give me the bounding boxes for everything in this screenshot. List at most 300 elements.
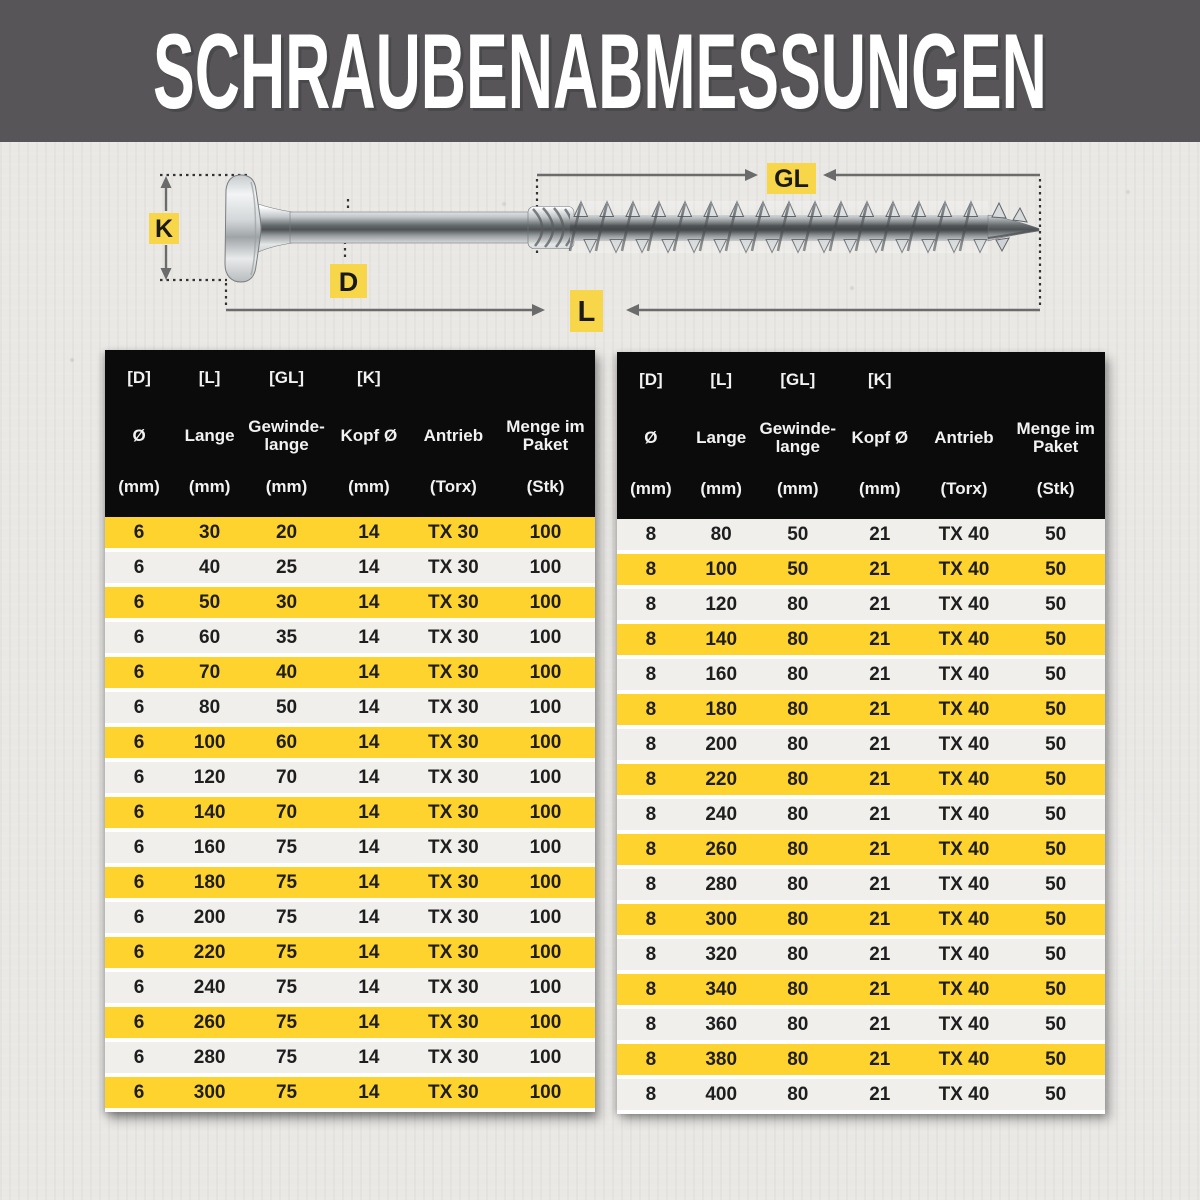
table-cell: TX 40 (938, 733, 990, 755)
page-title: SCHRAUBENABMESSUNGEN (153, 10, 1047, 131)
gl-arrow-right (745, 169, 758, 181)
table-row (105, 797, 595, 828)
table-cell: 14 (358, 801, 380, 823)
table-cell: 100 (529, 766, 562, 788)
table-cell: TX 30 (428, 1081, 479, 1103)
table-cell: 50 (1045, 698, 1067, 720)
table-cell: 100 (529, 801, 562, 823)
table-cell: (Torx) (940, 478, 988, 498)
table-row (617, 974, 1105, 1005)
table-row (105, 552, 595, 583)
table-cell: 60 (199, 626, 221, 648)
table-cell: 280 (705, 873, 738, 895)
table-cell: (mm) (630, 478, 672, 498)
table-cell: 160 (705, 663, 738, 685)
table-cell: 320 (705, 943, 738, 965)
table-cell: 260 (705, 838, 738, 860)
table-row (617, 624, 1105, 655)
table-cell: Kopf Ø (851, 427, 909, 447)
table-cell: 75 (275, 836, 298, 858)
table-cell: [K] (867, 369, 892, 389)
table-row (105, 692, 595, 723)
table-cell: TX 30 (428, 871, 479, 893)
table-cell: 220 (705, 768, 738, 790)
table-cell: 21 (869, 698, 891, 720)
table-cell: TX 40 (938, 1013, 990, 1035)
table-cell: TX 40 (938, 698, 990, 720)
table-cell: 8 (645, 628, 657, 650)
table-cell: 6 (133, 836, 145, 858)
table-cell: 300 (705, 908, 738, 930)
table-cell: TX 40 (938, 978, 990, 1000)
table-cell: TX 40 (938, 593, 990, 615)
table-cell: 14 (358, 626, 380, 648)
table-cell: [GL] (780, 369, 816, 389)
table-cell: 30 (275, 591, 298, 613)
table-cell: 380 (705, 1048, 738, 1070)
table-header-8mm (617, 352, 1105, 519)
table-header-6mm (105, 350, 595, 517)
table-row (105, 762, 595, 793)
table-cell: TX 30 (428, 556, 479, 578)
spec-table-8mm (617, 352, 1105, 1112)
table-cell: 100 (529, 731, 562, 753)
l-label: L (577, 296, 596, 328)
table-cell: 100 (529, 521, 562, 543)
table-cell: 6 (133, 976, 145, 998)
table-cell: 100 (529, 941, 562, 963)
table-cell: 75 (275, 1011, 298, 1033)
table-cell: 14 (358, 766, 380, 788)
table-cell: 100 (529, 696, 562, 718)
tip-tooth (992, 203, 1006, 218)
table-cell: TX 30 (428, 766, 479, 788)
table-cell: 120 (193, 766, 226, 788)
table-cell: 220 (193, 941, 226, 963)
table-cell: (Torx) (429, 476, 477, 496)
table-cell: 14 (358, 1046, 380, 1068)
table-cell: Menge im Paket (506, 416, 585, 454)
table-cell: 14 (358, 1011, 380, 1033)
table-cell: 400 (705, 1083, 738, 1105)
table-cell: 8 (645, 838, 657, 860)
table-cell (411, 362, 496, 394)
table-cell: TX 30 (428, 801, 479, 823)
table-cell: 6 (133, 556, 145, 578)
k-arrow-up (161, 176, 172, 188)
table-cell: 50 (1045, 908, 1067, 930)
table-row (617, 589, 1105, 620)
table-cell: 100 (529, 626, 562, 648)
table-cell: 75 (275, 1081, 298, 1103)
table-cell: 80 (787, 908, 809, 930)
table-row (105, 517, 595, 548)
table-cell: 60 (275, 731, 298, 753)
table-cell: 8 (645, 1083, 657, 1105)
table-cell: 100 (529, 906, 562, 928)
table-cell: 75 (275, 976, 298, 998)
table-cell: 75 (275, 1046, 298, 1068)
table-cell: (mm) (348, 476, 390, 496)
table-row (617, 904, 1105, 935)
k-label: K (154, 215, 174, 243)
table-cell: 6 (133, 591, 145, 613)
table-cell: 50 (1045, 663, 1067, 685)
table-cell: 100 (529, 836, 562, 858)
table-cell: 200 (193, 906, 226, 928)
table-cell: 14 (358, 836, 380, 858)
table-cell: 6 (133, 521, 145, 543)
header-dims-row (105, 362, 595, 394)
table-cell: 8 (645, 698, 657, 720)
table-cell: 80 (787, 733, 809, 755)
table-body-6mm (105, 517, 595, 1112)
table-cell: TX 40 (938, 628, 990, 650)
table-cell: 360 (705, 1013, 738, 1035)
table-row (617, 1079, 1105, 1110)
table-row (617, 659, 1105, 690)
spec-table-6mm (105, 350, 595, 1112)
table-cell: 50 (1045, 943, 1067, 965)
table-cell: 6 (133, 731, 145, 753)
table-cell: 50 (1045, 1083, 1067, 1105)
table-cell: TX 40 (938, 523, 990, 545)
table-row (105, 622, 595, 653)
table-cell: Gewinde-lange (248, 416, 325, 454)
table-cell: 21 (869, 1048, 891, 1070)
table-cell: [L] (710, 369, 733, 389)
screw-dimension-diagram (0, 142, 1200, 352)
table-cell: 25 (275, 556, 298, 578)
table-cell: 8 (645, 733, 657, 755)
header-units-row (617, 473, 1105, 505)
table-cell: Menge im Paket (1016, 418, 1095, 456)
table-cell: 100 (529, 976, 562, 998)
table-cell: TX 40 (938, 873, 990, 895)
table-cell: 100 (529, 661, 562, 683)
table-row (105, 727, 595, 758)
table-cell: 40 (199, 556, 221, 578)
table-cell: 80 (787, 593, 809, 615)
table-cell: Ø (644, 427, 658, 447)
table-cell: 50 (1045, 523, 1067, 545)
table-cell: 100 (529, 556, 562, 578)
table-cell: 30 (199, 521, 221, 543)
table-row (105, 1007, 595, 1038)
table-cell: TX 40 (938, 1048, 990, 1070)
table-row (105, 832, 595, 863)
table-cell: 260 (193, 1011, 226, 1033)
table-cell: 80 (710, 523, 732, 545)
tip-tooth (1013, 208, 1027, 222)
table-cell: 6 (133, 626, 145, 648)
table-cell: 100 (193, 731, 226, 753)
table-cell: TX 30 (428, 626, 479, 648)
table-body-8mm (617, 519, 1105, 1114)
table-cell: 8 (645, 558, 657, 580)
table-cell: 21 (869, 838, 891, 860)
table-cell: TX 30 (428, 906, 479, 928)
table-cell: Gewinde-lange (759, 418, 837, 456)
table-cell: 240 (705, 803, 738, 825)
table-cell: 8 (645, 1048, 657, 1070)
table-row (617, 869, 1105, 900)
screw-diagram-svg (0, 142, 1200, 352)
table-cell: 100 (529, 1081, 562, 1103)
table-cell: 50 (1045, 628, 1067, 650)
table-cell: [GL] (269, 367, 304, 387)
table-cell: (mm) (777, 478, 819, 498)
table-cell: 21 (869, 1013, 891, 1035)
table-cell: 8 (645, 943, 657, 965)
table-cell: 14 (358, 976, 380, 998)
table-cell: 80 (787, 978, 809, 1000)
table-row (105, 937, 595, 968)
table-cell: 14 (358, 941, 380, 963)
table-cell: (Stk) (1036, 478, 1075, 498)
table-row (617, 519, 1105, 550)
table-cell: 80 (787, 663, 809, 685)
table-cell: 50 (1045, 1013, 1067, 1035)
table-cell: 50 (1045, 978, 1067, 1000)
table-cell: 100 (529, 591, 562, 613)
table-row (617, 939, 1105, 970)
table-cell: 6 (133, 1011, 145, 1033)
table-row (617, 729, 1105, 760)
table-cell: 6 (133, 801, 145, 823)
table-cell: 6 (133, 906, 145, 928)
table-cell: 80 (787, 803, 809, 825)
table-cell: 100 (705, 558, 738, 580)
table-cell: TX 40 (938, 803, 990, 825)
table-cell: 21 (869, 943, 891, 965)
table-cell: 21 (869, 733, 891, 755)
table-cell: 21 (869, 593, 891, 615)
table-cell: Kopf Ø (340, 425, 398, 445)
table-cell: 180 (705, 698, 738, 720)
table-cell: Antrieb (423, 425, 484, 445)
table-cell: 21 (869, 628, 891, 650)
table-cell: 8 (645, 768, 657, 790)
gl-arrow-left (823, 169, 836, 181)
table-cell: 80 (787, 873, 809, 895)
table-cell: 50 (1045, 838, 1067, 860)
table-cell: 21 (869, 978, 891, 1000)
table-cell: 70 (199, 661, 221, 683)
table-cell: 6 (133, 1081, 145, 1103)
l-arrow-left (626, 304, 639, 316)
table-cell: 8 (645, 523, 657, 545)
table-cell: 180 (193, 871, 226, 893)
table-cell (496, 362, 595, 394)
table-cell: 14 (358, 696, 380, 718)
table-cell: 8 (645, 908, 657, 930)
table-cell: 50 (1045, 803, 1067, 825)
table-cell: 6 (133, 871, 145, 893)
table-cell: 21 (869, 558, 891, 580)
table-cell: 80 (787, 768, 809, 790)
table-cell: 21 (869, 523, 891, 545)
header-units-row (105, 471, 595, 503)
table-cell: (mm) (700, 478, 742, 498)
table-cell: 340 (705, 978, 738, 1000)
table-cell: (mm) (858, 478, 901, 498)
table-row (105, 972, 595, 1003)
table-cell: 8 (645, 873, 657, 895)
table-row (105, 867, 595, 898)
table-cell: 80 (199, 696, 221, 718)
table-cell: Lange (184, 425, 235, 445)
table-cell: 100 (529, 1046, 562, 1068)
header-names-row (105, 412, 595, 460)
table-cell: 6 (133, 766, 145, 788)
table-cell: 75 (275, 941, 298, 963)
table-cell: 14 (358, 871, 380, 893)
table-cell: 8 (645, 593, 657, 615)
table-cell: TX 30 (428, 976, 479, 998)
table-cell: (Stk) (526, 476, 565, 496)
table-cell (1006, 364, 1105, 396)
header-dims-row (617, 364, 1105, 396)
l-arrow-right (532, 304, 545, 316)
table-cell: 6 (133, 941, 145, 963)
table-cell: 50 (1045, 558, 1067, 580)
table-cell: 50 (275, 696, 298, 718)
title-banner (0, 0, 1200, 142)
table-row (617, 1044, 1105, 1075)
table-cell: 50 (787, 523, 809, 545)
table-cell: TX 30 (428, 696, 479, 718)
table-cell: TX 40 (938, 558, 990, 580)
table-cell: 240 (193, 976, 226, 998)
table-cell: 80 (787, 838, 809, 860)
table-cell: 50 (1045, 733, 1067, 755)
table-cell: 70 (275, 801, 298, 823)
table-cell: 6 (133, 661, 145, 683)
table-cell: Lange (696, 427, 747, 447)
table-cell: 140 (705, 628, 738, 650)
table-cell: 50 (1045, 593, 1067, 615)
table-cell: TX 30 (428, 1046, 479, 1068)
table-cell: 21 (869, 1083, 891, 1105)
table-cell: 20 (275, 521, 298, 543)
table-cell: 14 (358, 661, 380, 683)
table-cell: 80 (787, 628, 809, 650)
table-cell: 14 (358, 591, 380, 613)
table-cell: [L] (198, 367, 221, 387)
table-cell (921, 364, 1006, 396)
table-cell: 80 (787, 698, 809, 720)
table-row (105, 1077, 595, 1108)
table-cell: TX 30 (428, 1011, 479, 1033)
table-row (105, 587, 595, 618)
table-cell: TX 30 (428, 591, 479, 613)
table-cell: 70 (275, 766, 298, 788)
table-cell: 35 (275, 626, 298, 648)
tip-tooth (996, 238, 1009, 251)
table-cell: 21 (869, 873, 891, 895)
table-cell: 8 (645, 978, 657, 1000)
table-cell: 21 (869, 768, 891, 790)
table-cell: 14 (358, 906, 380, 928)
table-cell: 6 (133, 1046, 145, 1068)
table-cell: 21 (869, 663, 891, 685)
table-cell: TX 30 (428, 661, 479, 683)
table-row (617, 799, 1105, 830)
table-cell: TX 30 (428, 941, 479, 963)
table-cell: TX 30 (428, 521, 479, 543)
table-cell: 75 (275, 906, 298, 928)
table-cell: TX 40 (938, 908, 990, 930)
table-cell: 50 (787, 558, 809, 580)
table-cell: 50 (199, 591, 221, 613)
table-cell: 80 (787, 943, 809, 965)
table-cell: 14 (358, 1081, 380, 1103)
gl-label: GL (774, 165, 809, 193)
thread-shading-overlay (570, 201, 988, 253)
d-label: D (338, 267, 359, 297)
table-cell: Antrieb (934, 427, 994, 447)
table-cell: 100 (529, 871, 562, 893)
header-names-row (617, 414, 1105, 462)
table-cell: TX 40 (938, 943, 990, 965)
table-cell: 50 (1045, 1048, 1067, 1070)
table-cell: (mm) (118, 476, 160, 496)
screw-shank (290, 212, 542, 243)
table-cell: 14 (358, 731, 380, 753)
table-cell: (mm) (188, 476, 231, 496)
table-row (105, 1042, 595, 1073)
table-cell: 280 (193, 1046, 226, 1068)
table-cell: TX 40 (938, 838, 990, 860)
table-cell: 6 (133, 696, 145, 718)
table-row (617, 554, 1105, 585)
table-cell: (mm) (265, 476, 308, 496)
table-row (617, 834, 1105, 865)
table-cell: TX 40 (938, 768, 990, 790)
table-cell: 140 (193, 801, 226, 823)
table-cell: [D] (127, 367, 151, 387)
table-cell: TX 40 (938, 663, 990, 685)
table-cell: 8 (645, 1013, 657, 1035)
table-cell: 75 (275, 871, 298, 893)
table-cell: 8 (645, 803, 657, 825)
table-cell: 80 (787, 1013, 809, 1035)
table-cell: 14 (358, 556, 380, 578)
table-cell: 80 (787, 1048, 809, 1070)
screw-neck (258, 204, 292, 252)
table-cell: 300 (193, 1081, 226, 1103)
table-cell: 200 (705, 733, 738, 755)
table-row (617, 694, 1105, 725)
table-cell: 50 (1045, 768, 1067, 790)
k-arrow-down (161, 268, 172, 280)
table-cell: 100 (529, 1011, 562, 1033)
table-cell: Ø (132, 425, 146, 445)
table-cell: 80 (787, 1083, 809, 1105)
table-row (617, 764, 1105, 795)
table-cell: 160 (193, 836, 226, 858)
table-cell: 14 (358, 521, 380, 543)
table-cell: 8 (645, 663, 657, 685)
table-row (617, 1009, 1105, 1040)
table-cell: 50 (1045, 873, 1067, 895)
table-cell: TX 30 (428, 731, 479, 753)
table-cell: TX 30 (428, 836, 479, 858)
table-cell: 21 (869, 803, 891, 825)
table-row (105, 902, 595, 933)
table-cell: [K] (357, 367, 381, 387)
